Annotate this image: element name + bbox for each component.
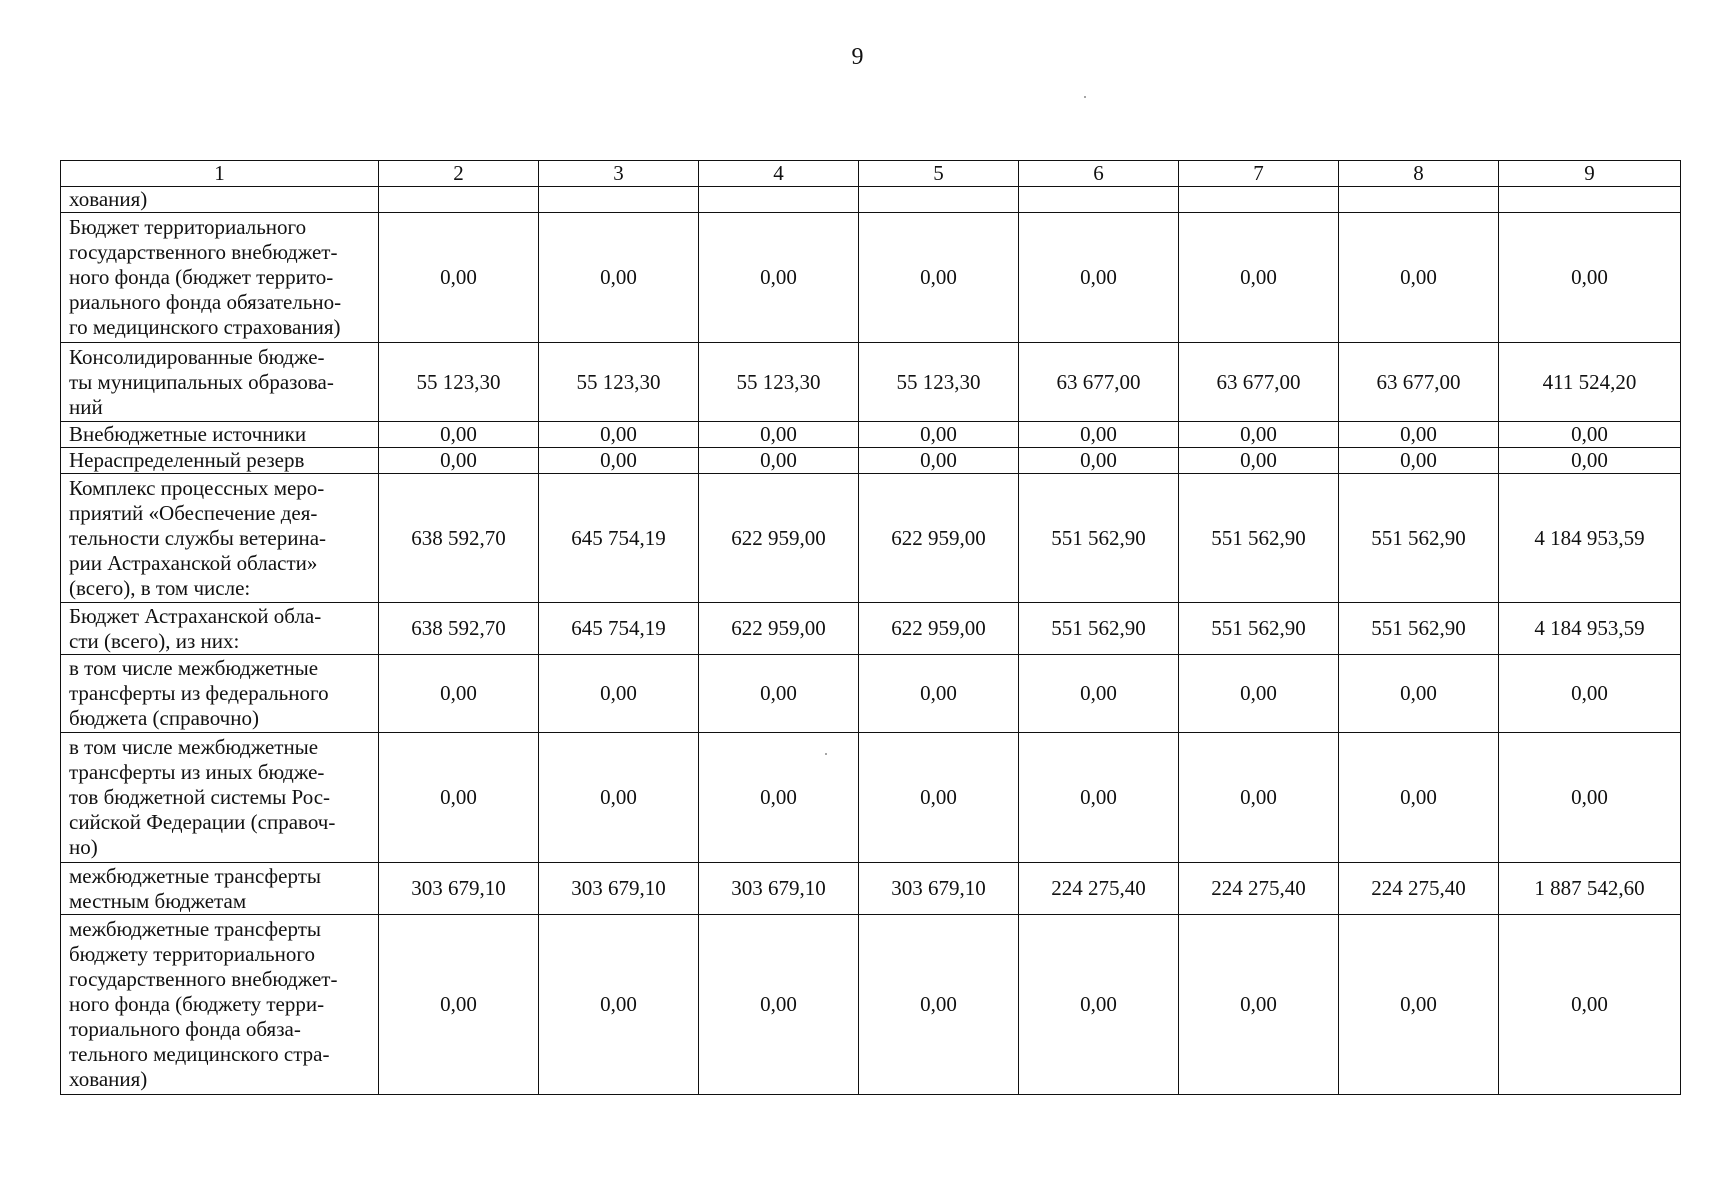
table-cell: 224 275,40 (1179, 863, 1339, 915)
table-cell: 224 275,40 (1019, 863, 1179, 915)
table-cell: 622 959,00 (859, 603, 1019, 655)
table-cell: 551 562,90 (1179, 474, 1339, 603)
table-cell: 55 123,30 (379, 343, 539, 422)
table-cell: 622 959,00 (859, 474, 1019, 603)
table-cell: 0,00 (1179, 448, 1339, 474)
table-cell: 551 562,90 (1019, 474, 1179, 603)
table-cell: 0,00 (1019, 448, 1179, 474)
table-cell: 638 592,70 (379, 603, 539, 655)
table-cell: 0,00 (859, 422, 1019, 448)
table-row (61, 187, 1681, 213)
table-row (61, 474, 1681, 603)
column-header: 9 (1499, 161, 1681, 187)
table-cell: 0,00 (859, 448, 1019, 474)
table-cell (699, 187, 859, 213)
table-cell: 0,00 (1499, 733, 1681, 863)
table-cell: 0,00 (1499, 448, 1681, 474)
table-cell: 0,00 (1179, 213, 1339, 343)
row-label: Бюджет территориального государственного внебюджет- ного фонда (бюджет террито- риального фонда обязательно- го медицинского страхования) (61, 213, 379, 343)
table-cell (1339, 187, 1499, 213)
row-label: Внебюджетные источники (61, 422, 379, 448)
table-cell (539, 187, 699, 213)
row-label: межбюджетные трансферты бюджету территориального государственного внебюджет- ного фонда (бюджету терри- ториального фонда обяза- тельного медицинского стра- хования) (61, 915, 379, 1095)
table-cell: 224 275,40 (1339, 863, 1499, 915)
budget-table (60, 160, 1681, 1095)
table-cell: 0,00 (699, 733, 859, 863)
row-label: межбюджетные трансферты местным бюджетам (61, 863, 379, 915)
column-header: 1 (61, 161, 379, 187)
table-cell: 0,00 (859, 733, 1019, 863)
table-cell: 645 754,19 (539, 474, 699, 603)
table-row (61, 863, 1681, 915)
table-cell: 55 123,30 (539, 343, 699, 422)
table-row (61, 733, 1681, 863)
column-header: 6 (1019, 161, 1179, 187)
row-label: Нераспределенный резерв (61, 448, 379, 474)
table-cell: 551 562,90 (1339, 603, 1499, 655)
table-cell: 303 679,10 (379, 863, 539, 915)
table-cell: 63 677,00 (1019, 343, 1179, 422)
table-cell: 0,00 (539, 422, 699, 448)
column-header: 4 (699, 161, 859, 187)
table-cell: 303 679,10 (699, 863, 859, 915)
column-header: 5 (859, 161, 1019, 187)
table-body (61, 187, 1681, 1095)
table-cell: 0,00 (1339, 655, 1499, 733)
table-cell: 0,00 (379, 655, 539, 733)
column-header: 3 (539, 161, 699, 187)
table-cell (379, 187, 539, 213)
row-label: в том числе межбюджетные трансферты из федерального бюджета (справочно) (61, 655, 379, 733)
table-cell: 0,00 (539, 213, 699, 343)
column-header: 8 (1339, 161, 1499, 187)
table-cell: 0,00 (699, 915, 859, 1095)
table-cell: 303 679,10 (859, 863, 1019, 915)
table-row (61, 422, 1681, 448)
table-cell: 4 184 953,59 (1499, 474, 1681, 603)
table-cell: 0,00 (859, 213, 1019, 343)
table-cell: 0,00 (379, 448, 539, 474)
table-cell: 55 123,30 (859, 343, 1019, 422)
table-cell: 0,00 (1179, 915, 1339, 1095)
table-cell: 551 562,90 (1179, 603, 1339, 655)
column-header: 2 (379, 161, 539, 187)
table-row (61, 915, 1681, 1095)
table-cell: 0,00 (379, 213, 539, 343)
table-cell (1019, 187, 1179, 213)
table-cell: 0,00 (1499, 915, 1681, 1095)
table-cell: 0,00 (699, 213, 859, 343)
table-row (61, 448, 1681, 474)
table-cell: 0,00 (379, 915, 539, 1095)
page-number: 9 (851, 44, 864, 70)
table-cell: 0,00 (539, 733, 699, 863)
table-cell: 0,00 (1019, 422, 1179, 448)
scan-speck (825, 753, 827, 755)
table-cell: 0,00 (1339, 448, 1499, 474)
table-cell: 411 524,20 (1499, 343, 1681, 422)
table-cell: 0,00 (539, 655, 699, 733)
table-cell: 0,00 (1019, 213, 1179, 343)
table-cell: 0,00 (1339, 733, 1499, 863)
table-cell: 0,00 (539, 915, 699, 1095)
table-cell: 0,00 (379, 733, 539, 863)
table-cell: 0,00 (1179, 422, 1339, 448)
row-label: Бюджет Астраханской обла- сти (всего), из них: (61, 603, 379, 655)
table-cell: 0,00 (1019, 733, 1179, 863)
table-cell (859, 187, 1019, 213)
table-cell: 303 679,10 (539, 863, 699, 915)
table-cell: 0,00 (539, 448, 699, 474)
row-label: хования) (61, 187, 379, 213)
table-cell: 0,00 (699, 422, 859, 448)
table-cell: 0,00 (1179, 655, 1339, 733)
table-cell: 0,00 (1019, 655, 1179, 733)
table-cell: 645 754,19 (539, 603, 699, 655)
table-cell: 0,00 (699, 655, 859, 733)
scan-speck (1084, 96, 1086, 98)
table-cell: 0,00 (1339, 915, 1499, 1095)
table-cell: 551 562,90 (1019, 603, 1179, 655)
table-cell (1499, 187, 1681, 213)
table-cell: 0,00 (379, 422, 539, 448)
table-cell: 0,00 (859, 655, 1019, 733)
table-cell: 622 959,00 (699, 474, 859, 603)
table-cell: 0,00 (1179, 733, 1339, 863)
table-cell: 1 887 542,60 (1499, 863, 1681, 915)
table-cell: 0,00 (1499, 655, 1681, 733)
row-label: в том числе межбюджетные трансферты из иных бюдже- тов бюджетной системы Рос- сийской Федерации (справоч- но) (61, 733, 379, 863)
table-row (61, 343, 1681, 422)
table-row (61, 655, 1681, 733)
column-header: 7 (1179, 161, 1339, 187)
table-cell: 0,00 (699, 448, 859, 474)
table-cell: 0,00 (1499, 213, 1681, 343)
table-cell: 551 562,90 (1339, 474, 1499, 603)
table-cell (1179, 187, 1339, 213)
table-cell: 622 959,00 (699, 603, 859, 655)
table-row (61, 603, 1681, 655)
table-cell: 0,00 (1339, 422, 1499, 448)
table-cell: 0,00 (1499, 422, 1681, 448)
table-cell: 0,00 (1339, 213, 1499, 343)
row-label: Комплекс процессных меро- приятий «Обеспечение дея- тельности службы ветерина- рии Астраханской области» (всего), в том числе: (61, 474, 379, 603)
table-cell: 55 123,30 (699, 343, 859, 422)
table-cell: 0,00 (1019, 915, 1179, 1095)
table-cell: 0,00 (859, 915, 1019, 1095)
table-cell: 63 677,00 (1339, 343, 1499, 422)
table-cell: 638 592,70 (379, 474, 539, 603)
table-row (61, 213, 1681, 343)
table-cell: 63 677,00 (1179, 343, 1339, 422)
table-header (61, 161, 1681, 187)
header-row (61, 161, 1681, 187)
row-label: Консолидированные бюдже- ты муниципальных образова- ний (61, 343, 379, 422)
table-cell: 4 184 953,59 (1499, 603, 1681, 655)
